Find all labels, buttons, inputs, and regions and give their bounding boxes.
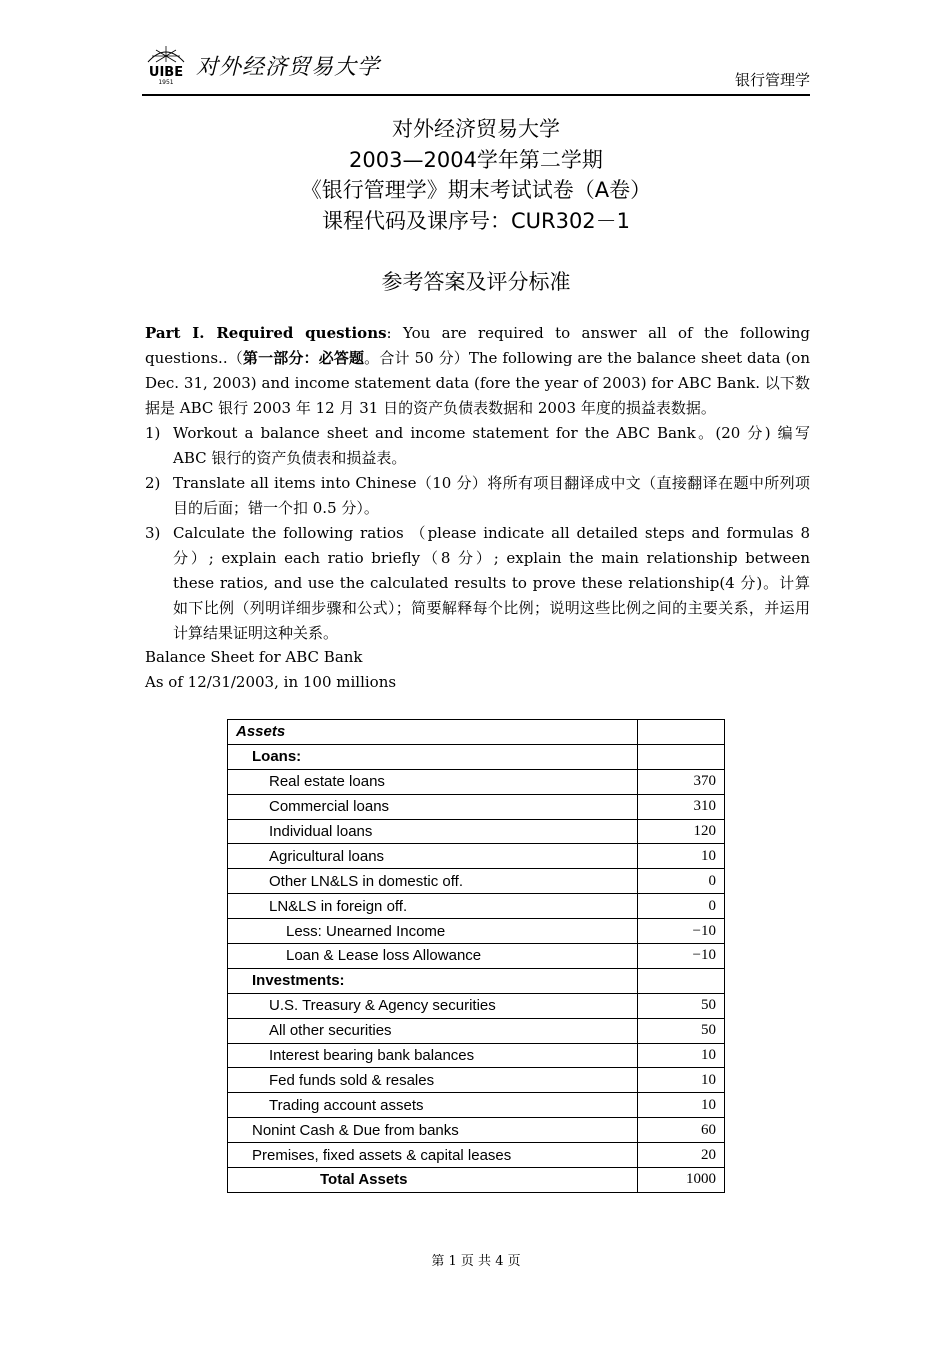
row-label: Commercial loans: [228, 794, 638, 819]
row-label: Less: Unearned Income: [228, 919, 638, 944]
row-value: [638, 968, 725, 993]
table-row: [228, 993, 725, 1018]
table-row: [228, 794, 725, 819]
row-value: 120: [638, 819, 725, 844]
question-number: 3): [145, 524, 161, 542]
row-label: All other securities: [228, 1018, 638, 1043]
balance-sheet-date: As of 12/31/2003, in 100 millions: [145, 673, 397, 691]
part-cn-heading: 第一部分：必答题: [242, 349, 365, 367]
row-value: 310: [638, 794, 725, 819]
table-row: [228, 720, 725, 745]
table-row: [228, 1068, 725, 1093]
row-label: Agricultural loans: [228, 844, 638, 869]
question-2: [145, 471, 810, 521]
row-label: Assets: [228, 720, 638, 745]
question-number: 2): [145, 474, 161, 492]
row-label: Interest bearing bank balances: [228, 1043, 638, 1068]
balance-sheet-caption: [145, 645, 396, 695]
table-row: [228, 819, 725, 844]
question-text: Workout a balance sheet and income statement for the ABC Bank。(20 分) 编写 ABC 银行的资产负债表和损益表。: [173, 424, 810, 467]
table-row: [228, 919, 725, 944]
row-label: Premises, fixed assets & capital leases: [228, 1143, 638, 1168]
row-label: Nonint Cash & Due from banks: [228, 1118, 638, 1143]
row-value: 0: [638, 869, 725, 894]
table-row: [228, 1168, 725, 1193]
row-value: 10: [638, 1093, 725, 1118]
row-label: Loan & Lease loss Allowance: [228, 944, 638, 969]
table-row: [228, 1043, 725, 1068]
question-3: [145, 521, 810, 646]
table-row: [228, 1018, 725, 1043]
row-value: 370: [638, 769, 725, 794]
row-label: Loans:: [228, 744, 638, 769]
university-script-name: 对外经济贸易大学: [196, 55, 381, 80]
title-term: 2003—2004学年第二学期: [349, 147, 603, 172]
question-text: Translate all items into Chinese（10 分）将所有项目翻译成中文（直接翻译在题中所列项目的后面；错一个扣 0.5 分）。: [173, 474, 810, 517]
question-1: [145, 421, 810, 471]
title-university: 对外经济贸易大学: [392, 117, 560, 141]
table-row: [228, 894, 725, 919]
part-cn-text: 。合计 50 分）The following are the balance sheet data (on Dec. 31, 2003) and income statement data (fore the year of 2003) for ABC Bank. 以下数据是 ABC 银行 2003 年 12 月 31 日的资产负债表数据和 2003 年度的损益表数据。: [145, 349, 810, 417]
row-label: LN&LS in foreign off.: [228, 894, 638, 919]
row-value: [638, 720, 725, 745]
table-row: [228, 769, 725, 794]
row-value: 60: [638, 1118, 725, 1143]
part-heading: Part I. Required questions: [145, 324, 387, 342]
row-label: Individual loans: [228, 819, 638, 844]
table-row: [228, 1093, 725, 1118]
row-value: 50: [638, 1018, 725, 1043]
university-logo: [142, 42, 190, 86]
balance-sheet-title: Balance Sheet for ABC Bank: [145, 648, 363, 666]
page-header: [142, 38, 810, 96]
title-course-code: 课程代码及课序号：CUR302－1: [321, 208, 631, 233]
table-row: [228, 844, 725, 869]
table-row: [228, 944, 725, 969]
row-label: Investments:: [228, 968, 638, 993]
row-value: −10: [638, 919, 725, 944]
table-row: [228, 1143, 725, 1168]
row-value: 10: [638, 844, 725, 869]
row-label: Fed funds sold & resales: [228, 1068, 638, 1093]
table-row: [228, 744, 725, 769]
exam-titles: [0, 114, 952, 236]
question-number: 1): [145, 424, 161, 442]
row-label: Real estate loans: [228, 769, 638, 794]
table-row: [228, 869, 725, 894]
row-value: 1000: [638, 1168, 725, 1193]
row-label: Other LN&LS in domestic off.: [228, 869, 638, 894]
part-one-intro: [145, 321, 810, 421]
row-value: −10: [638, 944, 725, 969]
question-text: Calculate the following ratios （please indicate all detailed steps and formulas 8 分）; explain each ratio briefly（8 分）; explain the main relationship between these ratios, and use the calculated results to prove these relationship(4 分)。计算如下比例（列明详细步骤和公式）；简要解释每个比例；说明这些比例之间的主要关系，并运用计算结果证明这种关系。: [173, 524, 810, 642]
logo-text: UIBE: [148, 65, 184, 80]
answer-key-title: 参考答案及评分标准: [381, 270, 571, 294]
row-value: 10: [638, 1068, 725, 1093]
title-exam: 《银行管理学》期末考试试卷（A卷）: [300, 178, 652, 202]
row-label: U.S. Treasury & Agency securities: [228, 993, 638, 1018]
part-text: : You are required to answer all of the following questions..（: [145, 324, 811, 367]
table-row: [228, 968, 725, 993]
header-course-name: 银行管理学: [734, 71, 810, 89]
row-label: Trading account assets: [228, 1093, 638, 1118]
row-label: Total Assets: [228, 1168, 638, 1193]
row-value: 50: [638, 993, 725, 1018]
logo-year: 1951: [158, 79, 174, 86]
row-value: [638, 744, 725, 769]
row-value: 0: [638, 894, 725, 919]
row-value: 10: [638, 1043, 725, 1068]
balance-sheet-table: [227, 719, 725, 1193]
table-row: [228, 1118, 725, 1143]
page-footer: 第 1 页 共 4 页: [431, 1254, 521, 1269]
row-value: 20: [638, 1143, 725, 1168]
